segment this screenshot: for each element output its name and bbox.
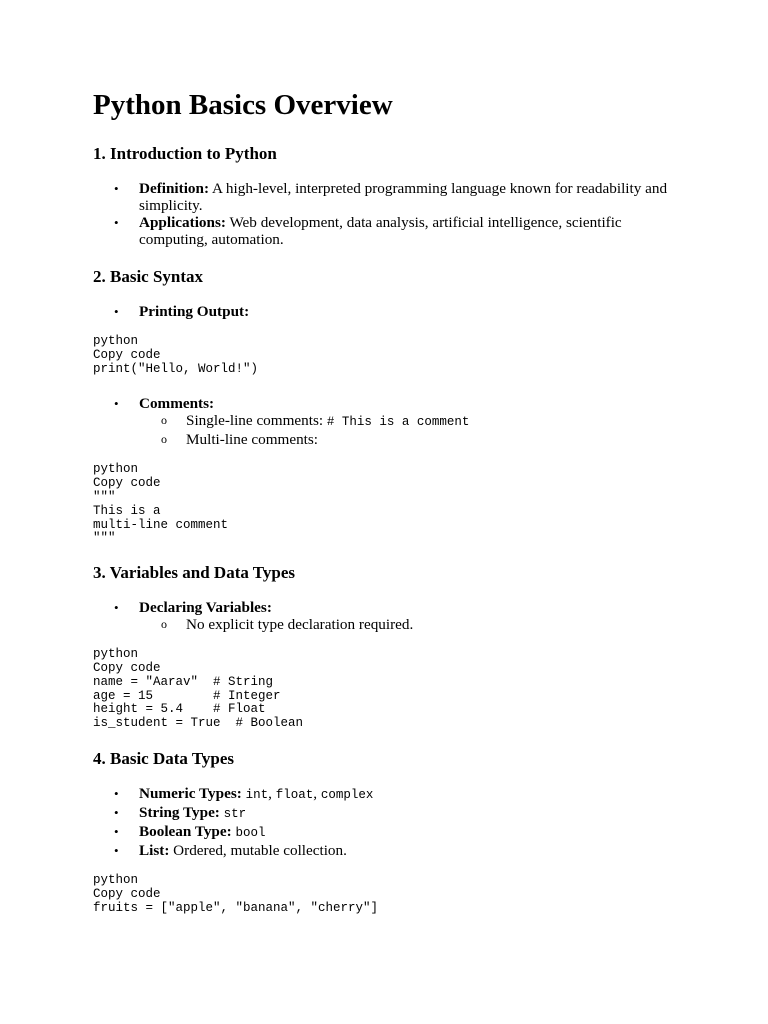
- variables-list: [93, 599, 693, 633]
- comments-sublist: [139, 412, 693, 448]
- document-title: Python Basics Overview: [93, 89, 393, 121]
- single-line-code: # This is a comment: [326, 415, 470, 430]
- single-line-text: Single-line comments:: [186, 412, 327, 430]
- sublist-item-single-line: [139, 412, 693, 431]
- section-heading-basic-syntax: 2. Basic Syntax: [93, 267, 204, 286]
- list-item-applications: [93, 214, 693, 248]
- bullet-icon: •: [114, 215, 119, 230]
- printing-output-label: Printing Output:: [139, 303, 250, 320]
- bullet-icon: •: [114, 804, 119, 820]
- multi-line-text: Multi-line comments:: [186, 431, 319, 449]
- bullet-icon: •: [114, 396, 119, 412]
- bullet-icon: •: [114, 600, 119, 616]
- declaring-variables-label: Declaring Variables:: [139, 599, 272, 617]
- no-declaration-text: No explicit type declaration required.: [186, 616, 414, 634]
- sublist-item-no-declaration: [139, 616, 693, 633]
- boolean-type-code: bool: [235, 825, 266, 840]
- list-item-declaring-variables: [93, 599, 693, 633]
- code-block-print: python Copy code print("Hello, World!"): [93, 334, 259, 376]
- bullet-icon: •: [114, 304, 119, 319]
- list-item-list: [93, 842, 693, 859]
- numeric-float-code: float: [275, 787, 314, 802]
- declaring-sublist: [139, 616, 693, 633]
- applications-label: Applications:: [139, 214, 226, 231]
- comments-list: [93, 395, 693, 448]
- boolean-type-label: Boolean Type:: [139, 822, 232, 840]
- sublist-item-multi-line: [139, 431, 693, 448]
- list-label: List:: [139, 841, 170, 859]
- numeric-types-label: Numeric Types:: [139, 784, 242, 802]
- bullet-icon: •: [114, 823, 119, 839]
- code-block-variables: python Copy code name = "Aarav" # String age = 15 # Integer height = 5.4 # Float is_student = True # Boolean: [93, 647, 304, 731]
- list-item-definition: [93, 180, 693, 214]
- list-text: Ordered, mutable collection.: [169, 841, 347, 859]
- data-types-list: [93, 785, 693, 859]
- section-heading-variables: 3. Variables and Data Types: [93, 563, 295, 583]
- list-item-printing-output: [93, 303, 693, 320]
- numeric-int-code: int: [245, 787, 269, 802]
- syntax-list: [93, 303, 693, 320]
- string-type-code: str: [223, 806, 247, 821]
- bullet-icon: •: [114, 842, 119, 858]
- section-heading-data-types: 4. Basic Data Types: [93, 748, 235, 768]
- sub-bullet-icon: o: [161, 413, 167, 428]
- sub-bullet-icon: o: [161, 617, 167, 632]
- code-block-multiline-comment: python Copy code """ This is a multi-line comment """: [93, 462, 229, 546]
- list-item-comments: [93, 395, 693, 448]
- numeric-complex-code: complex: [320, 787, 374, 802]
- string-type-label: String Type:: [139, 803, 220, 821]
- code-block-list: python Copy code fruits = ["apple", "banana", "cherry"]: [93, 872, 379, 915]
- separator: ,: [268, 784, 276, 802]
- definition-label: Definition:: [139, 180, 210, 197]
- document-page: [93, 86, 693, 915]
- sub-bullet-icon: o: [161, 432, 167, 447]
- separator: ,: [313, 784, 321, 802]
- list-item-numeric-types: [93, 785, 693, 804]
- comments-label: Comments:: [139, 395, 215, 413]
- list-item-string-type: [93, 804, 693, 823]
- bullet-icon: •: [114, 181, 119, 196]
- section-heading-introduction: 1. Introduction to Python: [93, 144, 277, 163]
- applications-text: Web development, data analysis, artificial intelligence, scientific computing, automation.: [139, 214, 622, 248]
- introduction-list: [93, 180, 693, 248]
- bullet-icon: •: [114, 785, 119, 801]
- definition-text: A high-level, interpreted programming language known for readability and simplicity.: [139, 180, 668, 214]
- list-item-boolean-type: [93, 823, 693, 842]
